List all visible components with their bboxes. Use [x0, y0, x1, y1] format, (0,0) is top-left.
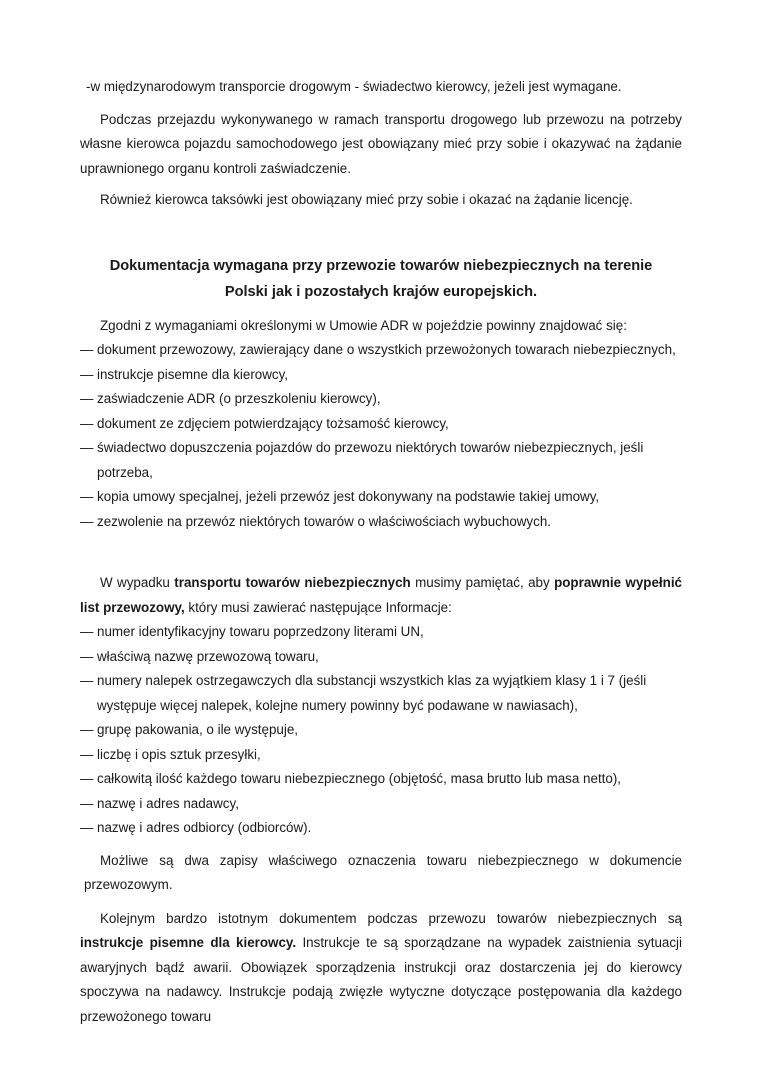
dash-marker: —: [80, 648, 94, 664]
dash-marker: —: [80, 795, 94, 811]
dash-marker: —: [80, 722, 94, 737]
paragraph-two-notations: Możliwe są dwa zapisy właściwego oznaczenia towaru niebezpiecznego w dokumencie przewozowym.: [84, 852, 682, 892]
list-item: [80, 718, 682, 743]
list-item-text: numery nalepek ostrzegawczych dla substancji wszystkich klas za wyjątkiem klasy 1 i 7 (jeśli występuje więcej nalepek, kolejne numery powinny być podawane w nawiasach),: [97, 673, 647, 713]
list-item: [80, 620, 682, 645]
list-item: [80, 669, 682, 718]
list-item: [80, 767, 682, 792]
text-run: Instrukcje te są sporządzane na wypadek zaistnienia sytuacji awaryjnych bądź awarii. Obowiązek sporządzenia instrukcji oraz dostarczenia jej do kierowcy spoczywa na nadawcy. Instrukcje podają zwięzłe wytyczne dotyczące postępowania dla każdego przewożonego towaru: [80, 935, 683, 1024]
text-run: W wypadku: [100, 575, 175, 590]
heading-line-1: Dokumentacja wymagana przy przewozie towarów niebezpiecznych na terenie: [109, 257, 653, 274]
dash-marker: —: [80, 440, 94, 455]
list-item-text: całkowitą ilość każdego towaru niebezpiecznego (objętość, masa brutto lub masa netto),: [97, 771, 622, 786]
dash-marker: —: [80, 673, 94, 688]
list-item: [80, 792, 682, 817]
bold-run: instrukcje pisemne dla kierowcy.: [80, 935, 297, 950]
dash-marker: —: [80, 415, 94, 431]
list-item: [80, 485, 682, 510]
list-item-text: instrukcje pisemne dla kierowcy,: [97, 366, 289, 382]
list-item-text: liczbę i opis sztuk przesyłki,: [97, 746, 261, 762]
waybill-info-list: [80, 620, 682, 841]
dash-marker: —: [80, 489, 94, 504]
list-item-text: kopia umowy specjalnej, jeżeli przewóz jest dokonywany na podstawie takiej umowy,: [97, 489, 600, 504]
list-item-text: zezwolenie na przewóz niektórych towarów o właściwościach wybuchowych.: [97, 513, 551, 529]
bold-run: transportu towarów niebezpiecznych: [174, 575, 411, 590]
list-item-text: właściwą nazwę przewozową towaru,: [97, 648, 319, 664]
bold-run: poprawnie wypełnić list przewozowy,: [80, 575, 682, 615]
list-item: [80, 387, 682, 412]
dash-marker: —: [80, 391, 94, 406]
text-run: który musi zawierać następujące Informacje:: [184, 599, 452, 615]
text-run: musimy pamiętać, aby: [410, 575, 555, 590]
paragraph-written-instructions: [80, 907, 682, 1030]
paragraph-driving-certificate: Podczas przejazdu wykonywanego w ramach transportu drogowego lub przewozu na potrzeby własne kierowca pojazdu samochodowego jest obowiązany mieć przy sobie i okazywać na żądanie uprawnionego organu kontroli zaświadczenie.: [80, 111, 682, 176]
list-item: [80, 338, 682, 363]
heading-line-2: Polski jak i pozostałych krajów europejskich.: [224, 283, 538, 300]
list-item-text: dokument przewozowy, zawierający dane o wszystkich przewożonych towarach niebezpiecznych,: [97, 342, 676, 357]
dash-marker: —: [80, 366, 94, 382]
adr-intro: Zgodni z wymaganiami określonymi w Umowie ADR w pojeździe powinny znajdować się:: [100, 317, 627, 333]
dash-marker: —: [80, 746, 94, 762]
list-item: [80, 645, 682, 670]
list-item-text: dokument ze zdjęciem potwierdzający tożsamość kierowcy,: [97, 415, 449, 431]
document-page: [80, 75, 682, 1029]
adr-documents-list: [80, 338, 682, 534]
paragraph-waybill: [80, 571, 682, 620]
paragraph-driver-certificate: -w międzynarodowym transporcie drogowym - świadectwo kierowcy, jeżeli jest wymagane.: [86, 79, 622, 94]
list-item-text: zaświadczenie ADR (o przeszkoleniu kierowcy),: [97, 391, 381, 406]
list-item-text: świadectwo dopuszczenia pojazdów do przewozu niektórych towarów niebezpiecznych, jeśli potrzeba,: [97, 440, 644, 480]
dash-marker: —: [80, 771, 94, 786]
dash-marker: —: [80, 342, 94, 357]
dash-marker: —: [80, 624, 94, 639]
list-item-text: grupę pakowania, o ile występuje,: [97, 722, 298, 737]
list-item: [80, 412, 682, 437]
text-run: Kolejnym bardzo istotnym dokumentem podczas przewozu towarów niebezpiecznych są: [100, 910, 682, 926]
list-item: [80, 510, 682, 535]
list-item-text: nazwę i adres nadawcy,: [97, 795, 239, 811]
list-item-text: nazwę i adres odbiorcy (odbiorców).: [97, 820, 312, 835]
list-item-text: numer identyfikacyjny towaru poprzedzony literami UN,: [97, 624, 424, 639]
dash-marker: —: [80, 513, 94, 529]
section-heading: [80, 253, 682, 305]
list-item: [80, 743, 682, 768]
list-item: [80, 363, 682, 388]
dash-marker: —: [80, 820, 94, 835]
list-item: [80, 436, 682, 485]
list-item: [80, 816, 682, 841]
paragraph-taxi-license: Również kierowca taksówki jest obowiązany mieć przy sobie i okazać na żądanie licencję.: [100, 192, 633, 207]
